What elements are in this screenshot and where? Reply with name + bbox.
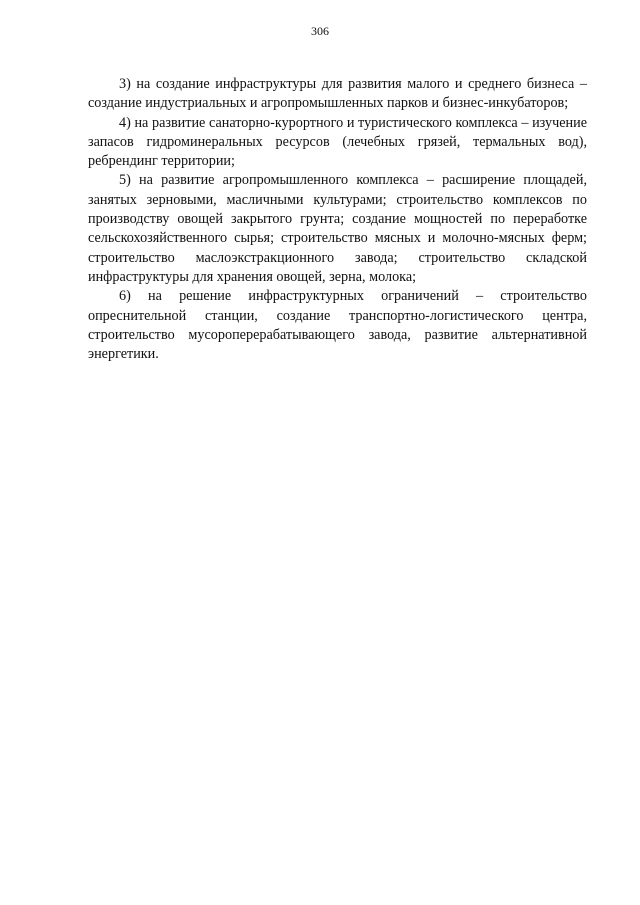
body-text (88, 75, 587, 364)
paragraph-item-4: 4) на развитие санаторно-курортного и туристического комплекса – изучение запасов гидроминеральных ресурсов (лечебных грязей, термальных вод), ребрендинг территории; (88, 114, 587, 170)
page-number: 306 (311, 24, 329, 38)
paragraph-item-3: 3) на создание инфраструктуры для развития малого и среднего бизнеса – создание индустриальных и агропромышленных парков и бизнес-инкубаторов; (88, 76, 587, 112)
paragraph-item-5: 5) на развитие агропромышленного комплекса – расширение площадей, занятых зерновыми, масличными культурами; строительство комплексов по производству овощей закрытого грунта; создание мощностей по переработке сельскохозяйственного сырья; строительство мясных и молочно-мясных ферм; строительство маслоэкстракционного завода; строительство складской инфраструктуры для хранения овощей, зерна, молока; (88, 172, 587, 285)
paragraph-item-6: 6) на решение инфраструктурных ограничений – строительство опреснительной станции, создание транспортно-логистического центра, строительство мусороперерабатывающего завода, развитие альтернативной энергетики. (88, 288, 587, 363)
